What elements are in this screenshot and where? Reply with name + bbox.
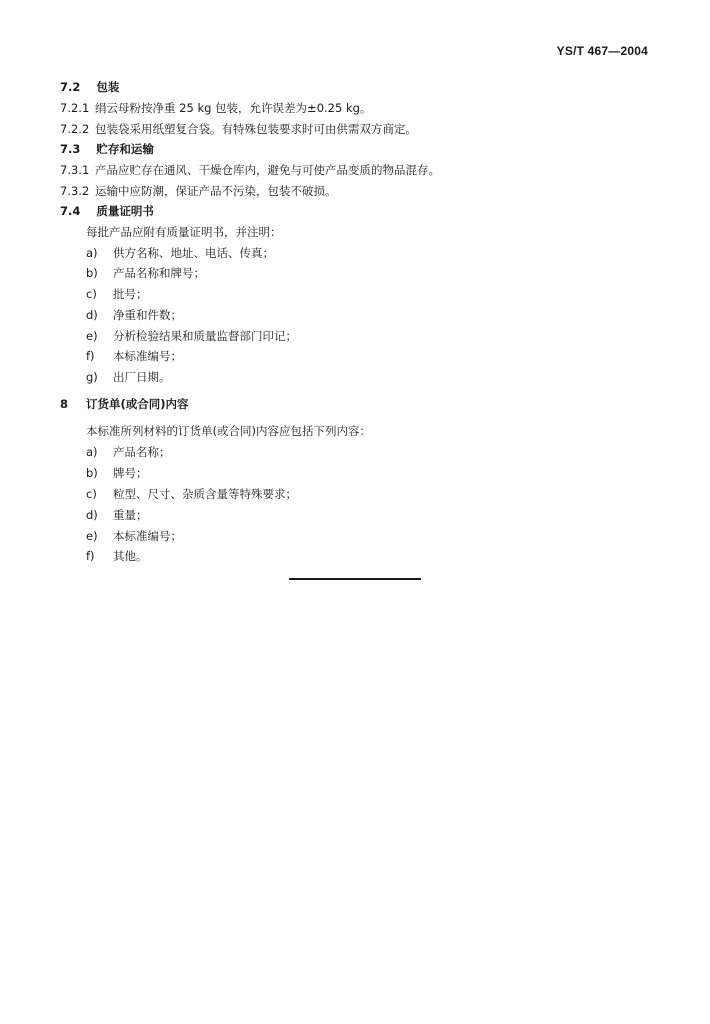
list-item-text: 分析检验结果和质量监督部门印记； — [113, 329, 297, 343]
list-item-text: 粒型、尺寸、杂质含量等特殊要求； — [113, 487, 297, 501]
section-title: 质量证明书 — [96, 204, 154, 218]
list-item — [86, 349, 182, 363]
clause-number: 7.2.2 — [60, 122, 90, 136]
list-item-text: 净重和件数； — [113, 308, 182, 322]
list-marker: f) — [86, 349, 95, 363]
clause-7-2-1 — [60, 101, 372, 115]
clause-text: 绢云母粉按净重 25 kg 包装，允许误差为±0.25 kg。 — [95, 101, 372, 115]
clause-text: 包装袋采用纸塑复合袋。有特殊包装要求时可由供需双方商定。 — [95, 122, 417, 136]
section-8-intro: 本标准所列材料的订货单(或合同)内容应包括下列内容： — [86, 424, 371, 438]
list-marker: b) — [86, 466, 98, 480]
list-item — [86, 266, 205, 280]
section-7-4-heading — [60, 204, 154, 218]
section-8-heading — [60, 397, 189, 411]
list-item-text: 出厂日期。 — [113, 370, 171, 384]
section-7-3-heading — [60, 142, 154, 156]
clause-7-3-2 — [60, 184, 337, 198]
clause-7-3-1 — [60, 163, 440, 177]
list-marker: d) — [86, 508, 98, 522]
list-marker: a) — [86, 445, 98, 459]
clause-number: 7.3.1 — [60, 163, 90, 177]
list-marker: b) — [86, 266, 98, 280]
list-item-text: 产品名称和牌号； — [113, 266, 205, 280]
list-item — [86, 329, 297, 343]
list-item — [86, 529, 182, 543]
list-item — [86, 445, 171, 459]
section-number: 7.3 — [60, 142, 81, 156]
section-number: 7.4 — [60, 204, 81, 218]
list-marker: e) — [86, 529, 98, 543]
list-item-text: 批号； — [113, 287, 148, 301]
list-item-text: 本标准编号； — [113, 529, 182, 543]
section-title: 订货单(或合同)内容 — [86, 397, 189, 411]
list-item — [86, 246, 274, 260]
section-7-2-heading — [60, 80, 119, 94]
section-number: 8 — [60, 397, 69, 411]
list-marker: f) — [86, 549, 95, 563]
clause-number: 7.2.1 — [60, 101, 90, 115]
clause-7-2-2 — [60, 122, 417, 136]
list-item-text: 本标准编号； — [113, 349, 182, 363]
list-item-text: 重量； — [113, 508, 148, 522]
list-item — [86, 287, 148, 301]
list-item-text: 牌号； — [113, 466, 148, 480]
list-marker: d) — [86, 308, 98, 322]
section-title: 贮存和运输 — [96, 142, 154, 156]
list-item — [86, 487, 297, 501]
clause-text: 运输中应防潮，保证产品不污染，包装不破损。 — [95, 184, 337, 198]
list-item — [86, 549, 148, 563]
list-item — [86, 466, 148, 480]
list-item — [86, 370, 171, 384]
list-marker: c) — [86, 287, 97, 301]
list-item — [86, 308, 182, 322]
section-7-4-intro: 每批产品应附有质量证明书，并注明： — [86, 225, 282, 239]
list-marker: a) — [86, 246, 98, 260]
section-number: 7.2 — [60, 80, 81, 94]
standard-code-header: YS/T 467—2004 — [556, 44, 648, 58]
list-marker: e) — [86, 329, 98, 343]
list-item-text: 产品名称； — [113, 445, 171, 459]
section-title: 包装 — [96, 80, 120, 94]
list-marker: g) — [86, 370, 98, 384]
list-item — [86, 508, 148, 522]
end-of-document-rule — [289, 578, 421, 580]
list-item-text: 供方名称、地址、电话、传真； — [113, 246, 274, 260]
list-item-text: 其他。 — [113, 549, 148, 563]
clause-text: 产品应贮存在通风、干燥仓库内，避免与可使产品变质的物品混存。 — [95, 163, 440, 177]
clause-number: 7.3.2 — [60, 184, 90, 198]
list-marker: c) — [86, 487, 97, 501]
